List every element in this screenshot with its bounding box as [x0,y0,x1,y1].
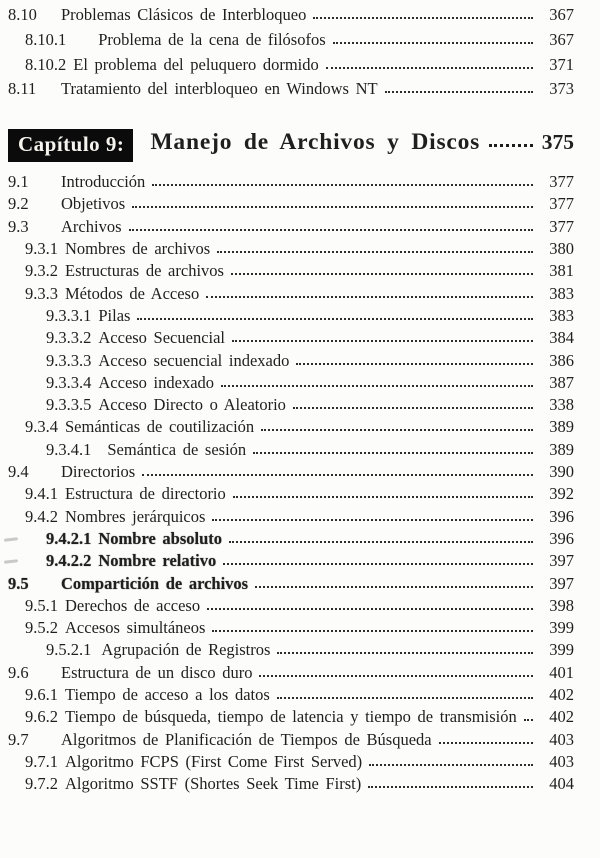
dot-leader [231,273,533,275]
toc-entry-number: 9.3.3.4 [46,372,92,392]
toc-entry [8,328,574,350]
dot-leader [142,474,533,476]
toc-entry-title: Estructura de directorio [65,484,226,504]
toc-entry-page: 371 [549,54,574,74]
dot-leader [259,675,533,677]
dot-leader [524,719,533,721]
toc-entry-title: Introducción [61,172,146,192]
toc-entry-page: 396 [549,528,574,548]
toc-entry-number: 8.10.1 [25,29,67,49]
toc-entry-number: 9.4.2.1 [46,528,92,548]
toc-entry [8,284,574,306]
toc-entry-title: Problema de la cena de filósofos [98,29,326,49]
toc-entry-number: 9.5.2.1 [46,640,92,660]
toc-entry-number: 9.7.2 [25,774,58,794]
toc-entry-number: 9.4.2.2 [46,551,92,571]
dot-leader [296,363,533,365]
toc-entry-title: Pilas [98,305,131,325]
dot-leader [277,652,533,654]
dot-leader [207,608,533,610]
toc-entry [8,395,574,417]
toc-entry [8,752,574,774]
toc-entry-title: Agrupación de Registros [101,640,271,660]
toc-entry-number: 9.3 [8,216,29,236]
toc-entry [8,30,574,55]
dot-leader [217,251,533,253]
toc-entry [8,774,574,796]
toc-entry [8,172,574,194]
dot-leader [333,42,533,44]
toc-entry-title: Acceso indexado [98,372,215,392]
toc-entry-page: 383 [549,305,574,325]
toc-entry [8,351,574,373]
toc-entry-title: Tiempo de acceso a los datos [65,685,270,705]
toc-entry [8,306,574,328]
chapter-heading [8,129,574,162]
dot-leader [221,385,533,387]
toc-entry-page: 396 [549,506,574,526]
toc-entry-title: Semántica de sesión [107,439,247,459]
toc-entry-number: 9.6.1 [25,685,58,705]
toc-entry-page: 381 [549,261,574,281]
toc-entry [8,239,574,261]
toc-entry-page: 402 [549,707,574,727]
toc-entry-number: 9.4.1 [25,484,58,504]
toc-entry-number: 9.2 [8,194,29,214]
toc-entry-title: Algoritmo FCPS (First Come First Served) [65,751,363,771]
toc-entry [8,194,574,216]
toc-entry-number: 9.3.3.5 [46,395,92,415]
toc-entry-title: Acceso Directo o Aleatorio [98,395,286,415]
toc-section-chapter8 [8,5,574,104]
toc-entry [8,484,574,506]
toc-entry-number: 9.1 [8,172,29,192]
dot-leader [255,586,533,588]
toc-entry [8,707,574,729]
toc-entry-title: Estructuras de archivos [65,261,224,281]
toc-entry-page: 367 [549,5,574,24]
dot-leader [261,429,533,431]
dot-leader [212,630,533,632]
toc-entry-title: Nombres de archivos [65,239,211,259]
toc-entry [8,261,574,283]
toc-entry [8,574,574,596]
toc-entry-number: 9.4.2 [25,506,58,526]
toc-entry-page: 373 [549,79,574,99]
dot-leader [132,206,533,208]
dot-leader [293,407,533,409]
toc-entry [8,618,574,640]
toc-entry-number: 9.7 [8,729,29,749]
dot-leader [368,786,533,788]
toc-entry-title: Nombre relativo [98,551,217,571]
toc-entry-page: 389 [549,417,574,437]
toc-section-chapter9 [8,172,574,796]
toc-entry-page: 392 [549,484,574,504]
dot-leader [313,17,533,19]
toc-entry-page: 338 [549,395,574,415]
toc-entry-number: 9.6 [8,662,29,682]
toc-entry-title: Acceso Secuencial [98,328,226,348]
toc-entry-title: Accesos simultáneos [65,618,206,638]
toc-entry-title: Semánticas de coutilización [65,417,255,437]
chapter-badge: Capítulo 9: [8,129,133,162]
toc-entry-page: 386 [549,350,574,370]
toc-entry-title: El problema del peluquero dormido [73,54,319,74]
toc-entry-number: 9.6.2 [25,707,58,727]
toc-entry [8,640,574,662]
toc-entry-page: 403 [549,729,574,749]
dot-leader [129,229,534,231]
toc-entry-page: 401 [549,662,574,682]
dot-leader [229,541,533,543]
toc-entry-number: 9.7.1 [25,751,58,771]
dot-leader [223,563,533,565]
toc-entry-title: Algoritmo SSTF (Shortes Seek Time First) [65,774,362,794]
toc-entry [8,417,574,439]
toc-entry-page: 387 [549,372,574,392]
dot-leader [489,144,533,147]
toc-entry-title: Tiempo de búsqueda, tiempo de latencia y tiempo de transmisión [65,707,517,727]
toc-entry [8,373,574,395]
toc-entry-page: 398 [549,595,574,615]
toc-entry-number: 8.10.2 [25,54,67,74]
toc-entry-number: 9.4 [8,462,29,482]
toc-entry-page: 390 [549,462,574,482]
toc-entry-number: 9.5 [8,573,29,593]
toc-entry-page: 399 [549,640,574,660]
toc-entry-title: Estructura de un disco duro [61,662,253,682]
toc-entry-number: 9.3.3.1 [46,305,92,325]
toc-entry [8,507,574,529]
toc-entry-number: 9.3.4 [25,417,58,437]
toc-entry-title: Nombre absoluto [98,528,223,548]
dot-leader [277,697,533,699]
toc-entry [8,685,574,707]
toc-entry [8,551,574,573]
toc-entry-number: 9.3.3.2 [46,328,92,348]
toc-entry-page: 377 [549,194,574,214]
dot-leader [385,91,533,93]
toc-entry [8,663,574,685]
toc-entry-page: 367 [549,29,574,49]
toc-entry [8,440,574,462]
toc-entry-number: 9.3.3 [25,283,58,303]
toc-entry-number: 8.11 [8,79,37,99]
toc-entry-title: Problemas Clásicos de Interbloqueo [61,5,307,24]
dot-leader [233,496,533,498]
dot-leader [212,519,533,521]
dot-leader [137,318,533,320]
toc-entry [8,217,574,239]
chapter-title: Manejo de Archivos y Discos [150,129,481,156]
dot-leader [232,340,533,342]
dot-leader [326,67,533,69]
toc-entry [8,55,574,80]
toc-entry [8,462,574,484]
toc-entry-page: 404 [549,774,574,794]
toc-entry-page: 403 [549,751,574,771]
toc-entry-page: 397 [549,573,574,593]
toc-entry-number: 9.3.3.3 [46,350,92,370]
toc-entry-page: 402 [549,685,574,705]
toc-entry-page: 399 [549,618,574,638]
dot-leader [369,764,533,766]
toc-entry-title: Tratamiento del interbloqueo en Windows NT [61,79,378,99]
chapter-page: 375 [541,130,574,155]
toc-entry-title: Acceso secuencial indexado [98,350,290,370]
toc-entry [8,596,574,618]
toc-entry-title: Objetivos [61,194,126,214]
toc-entry-title: Archivos [61,216,122,236]
dot-leader [439,742,533,744]
toc-entry-number: 9.5.2 [25,618,58,638]
toc-entry [8,529,574,551]
toc-entry-title: Directorios [61,462,136,482]
toc-entry-title: Nombres jerárquicos [65,506,206,526]
toc-entry-page: 384 [549,328,574,348]
toc-entry [8,5,574,30]
toc-entry-page: 383 [549,283,574,303]
toc-entry-title: Algoritmos de Planificación de Tiempos de Búsqueda [61,729,432,749]
toc-entry-page: 397 [549,551,574,571]
toc-entry-number: 9.3.4.1 [46,439,92,459]
toc-entry-page: 377 [549,172,574,192]
toc-entry-number: 9.3.2 [25,261,58,281]
dot-leader [206,296,533,298]
toc-entry-number: 9.5.1 [25,595,58,615]
toc-entry-title: Métodos de Acceso [65,283,200,303]
toc-entry-number: 9.3.1 [25,239,58,259]
toc-entry-page: 380 [549,239,574,259]
dot-leader [253,452,533,454]
toc-entry-number: 8.10 [8,5,37,24]
toc-entry-page: 389 [549,439,574,459]
toc-entry-title: Compartición de archivos [61,573,249,593]
dot-leader [152,184,533,186]
toc-entry-page: 377 [549,216,574,236]
toc-entry-title: Derechos de acceso [65,595,201,615]
toc-entry [8,730,574,752]
toc-entry [8,79,574,104]
